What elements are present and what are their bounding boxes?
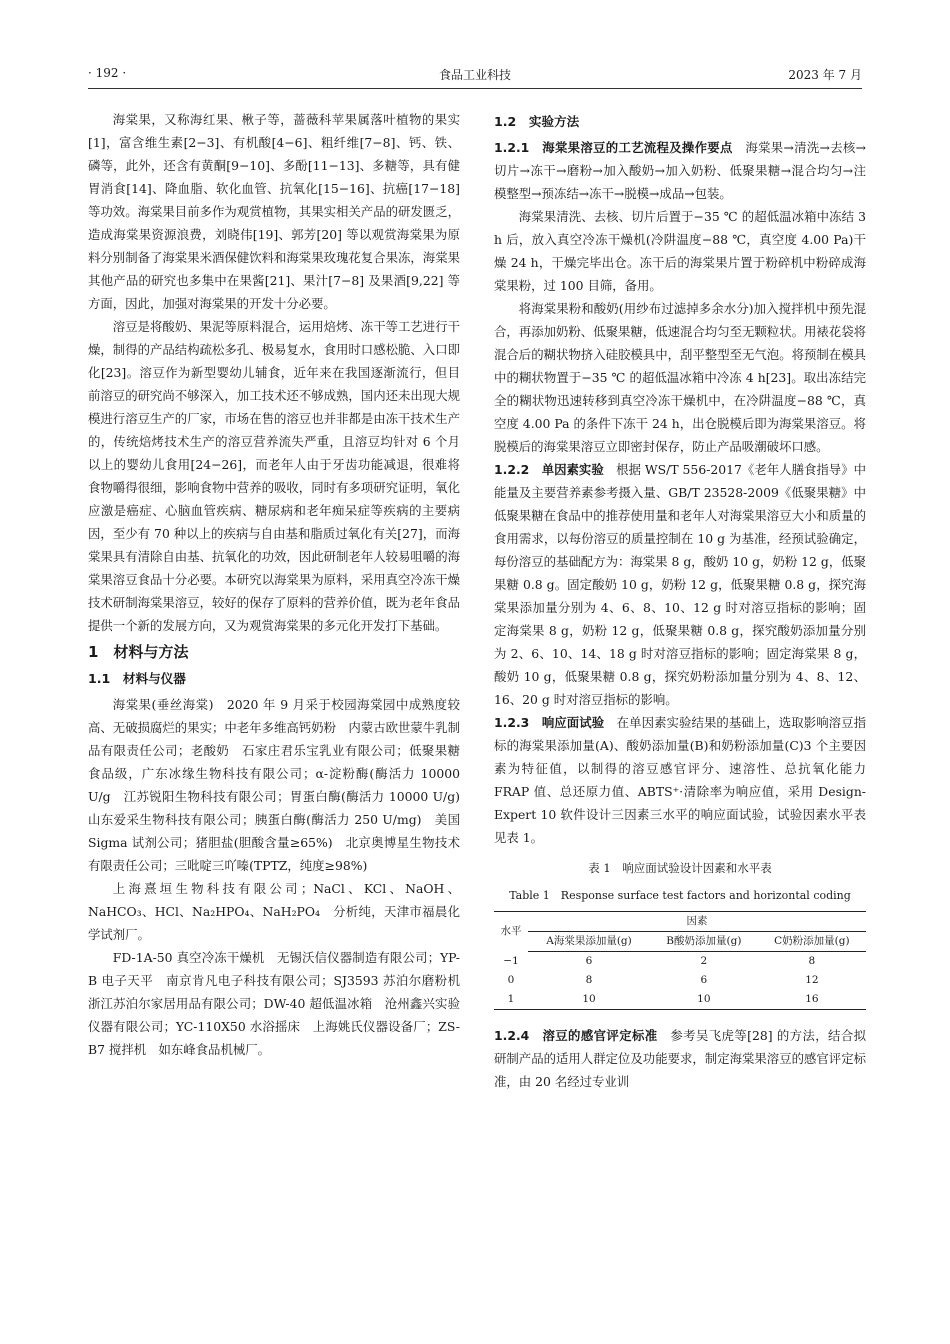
subsection-1-2-1	[494, 136, 866, 205]
table-cell: 6	[700, 974, 708, 986]
subsection-1-2-2-title: 1.2.2 单因素实验	[494, 462, 604, 477]
right-column	[494, 108, 866, 1093]
issue-date: 2023 年 7 月	[788, 68, 862, 82]
subsection-1-2-1-title: 1.2.1 海棠果溶豆的工艺流程及操作要点	[494, 140, 733, 155]
single-factor-text: 根据 WS/T 556-2017《老年人膳食指导》中能量及主要营养素参考摄入量、GB/T 23528-2009《低聚果糖》中低聚果糖在食品中的推荐使用量和老年人对海棠果溶豆大小和质量的食用需求，以每份溶豆的质量控制在 10 g 为基准，经预试验确定，每份溶豆的基础配方为：海棠果 8 g，酸奶 10 g，奶粉 12 g，低聚果糖 0.8 g。固定酸奶 10 g，奶粉 12 g，低聚果糖 0.8 g，探究海棠果添加量分别为 4、6、8、10、12 g 时对溶豆指标的影响；固定海棠果 8 g，奶粉 12 g，低聚果糖 0.8 g，探究酸奶添加量分别为 2、6、10、14、18 g 时对溶豆指标的影响；固定海棠果 8 g，酸奶 10 g，低聚果糖 0.8 g，探究奶粉添加量分别为 4、8、12、16、20 g 时对溶豆指标的影响。	[494, 462, 866, 707]
subsection-1-2-3-title: 1.2.3 响应面试验	[494, 715, 605, 730]
intro-paragraph-2: 溶豆是将酸奶、果泥等原料混合，运用焙烤、冻干等工艺进行干燥，制得的产品结构疏松多孔、极易复水，食用时口感松脆、入口即化[23]。溶豆作为新型婴幼儿辅食，近年来在我国逐渐流行，但目前溶豆的研究尚不够深入，加工技术还不够成熟，国内还未出现大规模进行溶豆生产的厂家，市场在售的溶豆也并非都是由冻干技术生产的，传统焙烤技术生产的溶豆营养流失严重，且溶豆均针对 6 个月以上的婴幼儿食用[24−26]，而老年人由于牙齿功能减退，很难将食物嚼得很细，影响食物中营养的吸收，同时有多项研究证明，氧化应激是癌症、心脑血管疾病、糖尿病和老年痴呆症等疾病的主要病因，至少有 70 种以上的疾病与自由基和脂质过氧化有关[27]，而海棠果具有清除自由基、抗氧化的功效，因此研制老年人较易咀嚼的海棠果溶豆食品十分必要。本研究以海棠果为原料，采用真空冷冻干燥技术研制海棠果溶豆，较好的保存了原料的营养价值，既为老年食品提供一个新的发展方向，又为观赏海棠果的多元化开发打下基础。	[88, 319, 460, 633]
table-cell: 10	[528, 990, 650, 1010]
table-row	[494, 952, 866, 972]
sensory-standard-text: 参考吴飞虎等[28] 的方法，结合拟研制产品的适用人群定位及功能要求，制定海棠果溶豆的感官评定标准，由 20 名经过专业训	[494, 1028, 867, 1089]
header-rule	[88, 88, 862, 89]
left-column	[88, 108, 473, 1061]
table-cell: 1	[494, 990, 528, 1010]
table-header-factor-a: A海棠果添加量(g)	[528, 932, 650, 952]
table-row	[494, 990, 866, 1010]
table-cell: 10	[650, 990, 758, 1010]
section-heading-1-1: 1.1 材料与仪器	[88, 671, 186, 686]
materials-paragraph-1: 海棠果(垂丝海棠) 2020 年 9 月采于校园海棠园中成熟度较高、无破损腐烂的果实；中老年多维高钙奶粉 内蒙古欧世蒙牛乳制品有限责任公司；老酸奶 石家庄君乐宝乳业有限公司；低聚果糖 食品级，广东冰缘生物科技有限公司；α-淀粉酶(酶活力 10000 U/g 江苏锐阳生物科技有限公司；胃蛋白酶(酶活力 10000 U/g) 山东爱采生物科技有限公司；胰蛋白酶(酶活力 250 U/mg) 美国 Sigma 试剂公司；猪胆盐(胆酸含量≥65%) 北京奥博星生物技术有限责任公司；三吡啶三吖嗪(TPTZ，纯度≥98%)	[88, 697, 473, 873]
method-paragraph-2: 将海棠果粉和酸奶(用纱布过滤掉多余水分)加入搅拌机中预先混合，再添加奶粉、低聚果糖，低速混合均匀至无颗粒状。用裱花袋将混合后的糊状物挤入硅胶模具中，刮平整型至无气泡。将预制在模具中的糊状物置于−35 ℃ 的超低温冰箱中冷冻 4 h[23]。取出冻结完全的糊状物迅速转移到真空冷冻干燥机中，在冷阱温度−88 ℃，真空度 4.00 Pa 的条件下冻干 24 h，出仓脱模后即为海棠果溶豆。将脱模后的海棠果溶豆立即密封保存，防止产品吸潮破坏口感。	[494, 301, 866, 454]
materials-paragraph-2: 上海熹垣生物科技有限公司；NaCl、KCl、NaOH、NaHCO₃、HCl、Na₂HPO₄、NaH₂PO₄ 分析纯，天津市福晨化学试剂厂。	[88, 881, 460, 942]
table-cell: 2	[700, 955, 708, 967]
table-cell: 8	[808, 955, 816, 967]
intro-paragraph-1: 海棠果，又称海红果、楸子等，蔷薇科苹果属落叶植物的果实[1]，富含维生素[2−3]、有机酸[4−6]、粗纤维[7−8]、钙、铁、磷等，此外，还含有黄酮[9−10]、多酚[11−13]、多糖等，具有健胃消食[14]、降血脂、软化血管、抗氧化[15−16]、抗癌[17−18] 等功效。海棠果目前多作为观赏植物，其果实相关产品的研发匮乏，造成海棠果资源浪费，刘晓伟[19]、郭芳[20] 等以观赏海棠果为原料分别制备了海棠果米酒保健饮料和海棠果玫瑰花复合果冻，海棠果其他产品的研究也多集中在果酱[21]、果汁[7−8] 及果酒[9,22] 等方面，因此，加强对海棠果的开发十分必要。	[88, 112, 460, 311]
process-flow: 海棠果→清洗→去核→切片→冻干→磨粉→加入酸奶→加入奶粉、低聚果糖→混合均匀→注模整型→预冻结→冻干→脱模→成品→包装。	[494, 140, 866, 201]
table-cell: 12	[805, 974, 819, 986]
table-caption-en: Table 1 Response surface test factors and horizontal coding	[509, 889, 851, 902]
subsection-1-2-3	[494, 711, 866, 849]
table-cell: 6	[585, 955, 593, 967]
method-paragraph-1: 海棠果清洗、去核、切片后置于−35 ℃ 的超低温冰箱中冻结 3 h 后，放入真空冷冻干燥机(冷阱温度−88 ℃，真空度 4.00 Pa)干燥 24 h，干燥完毕出仓。冻干后的海棠果片置于粉碎机中粉碎成海棠果粉，过 100 目筛，备用。	[494, 209, 866, 293]
table-caption-cn: 表 1 响应面试验设计因素和水平表	[588, 861, 772, 875]
section-heading-1-2: 1.2 实验方法	[494, 114, 580, 129]
factor-level-table	[494, 911, 866, 1010]
page-number: · 192 ·	[88, 66, 127, 80]
page-header	[88, 66, 862, 86]
subsection-1-2-4-title: 1.2.4 溶豆的感官评定标准	[494, 1028, 658, 1043]
subsection-1-2-4	[494, 1024, 866, 1093]
journal-title: 食品工业科技	[438, 68, 511, 82]
table-cell: −1	[503, 954, 519, 967]
section-heading-1: 1 材料与方法	[88, 643, 189, 661]
table-cell: 8	[585, 974, 593, 986]
table-cell: 0	[507, 974, 515, 986]
response-surface-text: 在单因素实验结果的基础上，选取影响溶豆指标的海棠果添加量(A)、酸奶添加量(B)和奶粉添加量(C)3 个主要因素为特征值，以制得的溶豆感官评分、速溶性、总抗氧化能力 FRAP 值、总还原力值、ABTS⁺·清除率为响应值，采用 Design-Expert 10 软件设计三因素三水平的响应面试验，试验因素水平表见表 1。	[494, 715, 866, 845]
table-header-factor-b: B酸奶添加量(g)	[650, 932, 758, 952]
table-cell: 16	[758, 990, 866, 1010]
table-row	[494, 971, 866, 990]
subsection-1-2-2	[494, 458, 866, 711]
table-header-factor-c: C奶粉添加量(g)	[758, 932, 866, 952]
table-header-factor: 因素	[528, 912, 866, 932]
table-header-level: 水平	[494, 912, 528, 952]
instruments-paragraph: FD-1A-50 真空冷冻干燥机 无锡沃信仪器制造有限公司；YP-B 电子天平 南京肯凡电子科技有限公司；SJ3593 苏泊尔磨粉机 浙江苏泊尔家居用品有限公司；DW-40 超低温冰箱 沧州鑫兴实验仪器有限公司；YC-110X50 水浴摇床 上海姚氏仪器设备厂；ZS-B7 搅拌机 如东峰食品机械厂。	[88, 950, 473, 1057]
